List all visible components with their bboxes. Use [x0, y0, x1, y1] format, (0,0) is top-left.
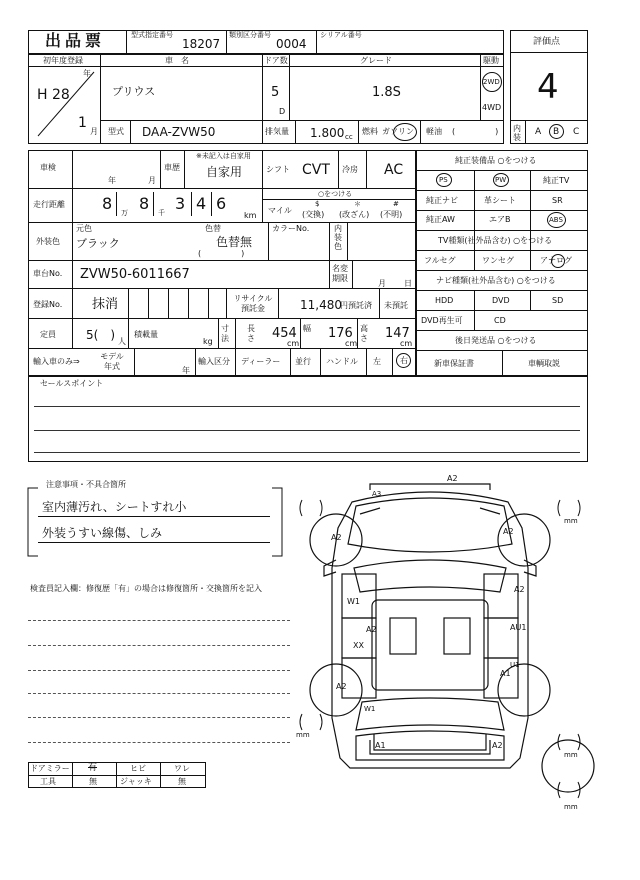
hei-value: 147 [385, 326, 410, 341]
vin-label: 車台No. [33, 269, 63, 278]
month-unit: 月 [90, 127, 98, 136]
import-label: 輸入車のみ⇒ [33, 357, 80, 366]
equipment-title: 純正装備品 ○をつける [455, 156, 537, 165]
leather-option: 革シート [484, 196, 516, 205]
dvd-play-option: DVD再生可 [421, 316, 463, 325]
page-title: 出品票 [45, 31, 106, 50]
import-cat-label: 輸入区分 [198, 357, 230, 366]
exchange-option: (交換) [302, 210, 325, 219]
sen-unit: 千 [158, 209, 165, 217]
unknown-option: (不明) [380, 210, 403, 219]
color-changed-label: 色替 [205, 224, 221, 233]
cooler-value: AC [384, 162, 404, 178]
dmg-a2-top: A2 [447, 474, 458, 483]
mileage-circle-note: ○をつける [318, 190, 353, 198]
score-value: 4 [537, 67, 559, 107]
history-label: 車歴 [164, 163, 180, 172]
color-paren: ( ) [198, 249, 245, 258]
category-label: 類別区分番号 [229, 31, 271, 39]
kg-unit: kg [203, 337, 213, 346]
person-unit: 人 [118, 337, 126, 346]
hei-cm: cm [400, 339, 413, 348]
orig-color-value: ブラック [76, 237, 120, 250]
break-label: ワレ [174, 764, 190, 773]
grade-value: 1.8S [372, 85, 401, 100]
light-oil-label: 軽油 [426, 127, 442, 136]
navi-type-label: ナビ種類(社外品含む) ○をつける [436, 276, 556, 285]
mileage-digit-4: 4 [196, 194, 207, 213]
history-value: 自家用 [206, 165, 243, 179]
doors-label: ドア数 [264, 56, 288, 65]
mileage-digit-3: 3 [175, 194, 186, 213]
interior-a: A [535, 127, 542, 137]
drive-2wd: 2WD [483, 78, 500, 86]
colorno-label: カラーNo. [272, 224, 310, 233]
exchange-symbol: $ [315, 200, 320, 208]
cc-unit: cc [345, 133, 353, 141]
airbag-option: エアB [489, 215, 511, 224]
dmg-a2-right: A2 [514, 585, 525, 594]
parallel-option: 並行 [295, 357, 311, 366]
name-change-label: 名変期限 [332, 264, 348, 283]
category-value: 0004 [276, 37, 307, 51]
month-value: 1 [78, 115, 87, 131]
dmg-u1: U1 [510, 661, 520, 669]
shaken-year: 年 [108, 176, 116, 185]
jack-label: ジャッキ [120, 777, 152, 786]
mm-label-2: mm [296, 731, 310, 739]
history-note: ※未記入は自家用 [196, 152, 251, 160]
mm-label-3: mm [564, 751, 578, 759]
shaken-label: 車検 [40, 163, 56, 172]
analog-option: アナログ [540, 256, 572, 265]
mirror-label: ドアミラー [30, 764, 70, 773]
sales-label: セールスポイント [40, 379, 104, 388]
capacity-label: 定員 [40, 330, 56, 339]
hei-label: 高さ [360, 324, 368, 343]
altered-symbol: ＊ [354, 200, 361, 208]
handle-right: 右 [400, 356, 408, 365]
orig-color-label: 元色 [76, 224, 92, 233]
door-sub: D [279, 107, 286, 116]
sr-option: SR [552, 196, 563, 205]
dmg-a2-lr: A2 [336, 682, 347, 691]
dmg-a2-br: A2 [492, 741, 503, 750]
len-value: 454 [272, 326, 297, 341]
ps-option: PS [439, 176, 448, 184]
recycle-value: 11,480 [300, 298, 342, 312]
tv-type-label: TV種類(社外品含む) ○をつける [438, 236, 553, 245]
dmg-xx: XX [353, 641, 364, 650]
model-cert-label: 型式指定番号 [131, 31, 173, 39]
dims-label: 寸法 [221, 324, 229, 343]
mile-option: マイル [268, 206, 292, 215]
model-cert-value: 18207 [182, 37, 221, 51]
car-name-label: 車 名 [165, 56, 189, 65]
warranty-option: 新車保証書 [434, 359, 474, 368]
name-change-month: 月 [378, 279, 386, 288]
tools-none: 無 [89, 777, 97, 786]
model-label: 型式 [108, 127, 124, 136]
recycle-label: リサイクル預託金 [233, 294, 273, 313]
vin-value: ZVW50-6011667 [80, 267, 190, 282]
model-year-unit: 年 [182, 366, 190, 375]
fuel-label: 燃料 [362, 127, 378, 136]
dmg-a2-rf: A2 [503, 527, 514, 536]
era-value: H 28 [37, 87, 70, 103]
unknown-symbol: # [393, 200, 399, 208]
man-unit: 万 [121, 209, 128, 217]
km-unit: km [244, 211, 257, 220]
cd-option: CD [494, 316, 506, 325]
len-cm: cm [287, 339, 300, 348]
reg-label: 登録No. [33, 300, 63, 309]
sd-option: SD [552, 296, 564, 305]
score-label: 評価点 [533, 37, 561, 47]
dmg-a3: A3 [372, 490, 382, 498]
dmg-au1: AU1 [510, 623, 527, 632]
handle-left: 左 [373, 357, 381, 366]
interior-b: B [553, 127, 560, 137]
dmg-a1-rr: A1 [500, 669, 511, 678]
doors-value: 5 [271, 85, 280, 100]
first-reg-label: 初年度登録 [43, 56, 83, 65]
capacity-value: 5( ) [86, 328, 115, 342]
serial-label: シリアル番号 [320, 31, 362, 39]
name-change-day: 日 [404, 279, 412, 288]
notes-line-1: 室内薄汚れ、シートすれ小 [42, 500, 187, 514]
oneseg-option: ワンセグ [482, 256, 514, 265]
drive-4wd: 4WD [482, 103, 502, 112]
mileage-digit-2: 8 [139, 194, 150, 213]
later-label: 後日発送品 ○をつける [455, 336, 537, 345]
handle-label: ハンドル [326, 357, 358, 366]
mileage-digit-5: 6 [216, 194, 227, 213]
notes-line-2: 外装うすい線傷、しみ [42, 526, 163, 540]
shift-label: シフト [266, 165, 290, 174]
interior-label: 内装 [513, 124, 521, 142]
year-unit: 年 [83, 69, 91, 78]
jack-none: 無 [178, 777, 186, 786]
fullseg-option: フルセグ [424, 256, 456, 265]
grade-label: グレード [360, 56, 392, 65]
dealer-option: ディーラー [241, 357, 281, 366]
mileage-label: 走行距離 [33, 200, 65, 209]
sales-frame [28, 376, 588, 462]
car-damage-diagram [290, 468, 600, 818]
recycle-unit: 円預託済 [340, 301, 372, 310]
displacement-label: 排気量 [265, 127, 289, 136]
inspector-label: 検査員記入欄：修復歴「有」の場合は修復箇所・交換箇所を記入 [30, 584, 262, 593]
model-value: DAA-ZVW50 [142, 125, 216, 139]
car-name-value: プリウス [112, 85, 156, 98]
wid-value: 176 [328, 326, 353, 341]
color-changed-value: 色替無 [216, 235, 253, 249]
navi-option: 純正ナビ [426, 196, 458, 205]
load-label: 積載量 [134, 330, 158, 339]
dvd-option: DVD [492, 296, 510, 305]
displacement-value: 1.800 [310, 126, 345, 140]
hdd-option: HDD [435, 296, 454, 305]
shaken-month: 月 [148, 176, 156, 185]
shift-value: CVT [302, 162, 330, 178]
dmg-a2-center: A2 [366, 625, 377, 634]
interior-color-label: 内装色 [334, 224, 342, 251]
crack-label: ヒビ [130, 764, 146, 773]
fuel-value: ガソリン [382, 127, 414, 136]
abs-option: ABS [549, 216, 563, 224]
dmg-a2-lf: A2 [331, 533, 342, 542]
len-label: 長さ [247, 324, 255, 343]
reg-value: 抹消 [92, 297, 119, 312]
altered-option: (改ざん) [339, 210, 370, 219]
tv-option: 純正TV [543, 176, 570, 185]
wid-label: 幅 [303, 324, 311, 333]
mirror-mark: 有 [88, 763, 98, 773]
drive-label: 駆動 [483, 56, 499, 65]
cooler-label: 冷房 [342, 165, 358, 174]
mm-label-1: mm [564, 517, 578, 525]
fuel-paren: ( ) [452, 127, 499, 136]
tools-label: 工具 [40, 777, 56, 786]
model-year-label: モデル年式 [100, 352, 124, 371]
interior-c: C [573, 127, 580, 137]
manual-option: 車輌取説 [528, 359, 560, 368]
mileage-digit-1: 8 [102, 194, 113, 213]
dmg-w1-left: W1 [347, 597, 360, 606]
pw-option: PW [495, 176, 507, 184]
dmg-a1-bl: A1 [375, 741, 386, 750]
notes-bracket [26, 478, 286, 560]
aw-option: 純正AW [426, 215, 455, 224]
wid-cm: cm [345, 339, 358, 348]
unpaid-option: 未預託 [384, 301, 408, 310]
mm-label-4: mm [564, 803, 578, 811]
dmg-w1-lr: W1 [364, 705, 376, 713]
color-label: 外装色 [36, 237, 60, 246]
notes-label: 注意事項・不具合箇所 [46, 480, 126, 489]
